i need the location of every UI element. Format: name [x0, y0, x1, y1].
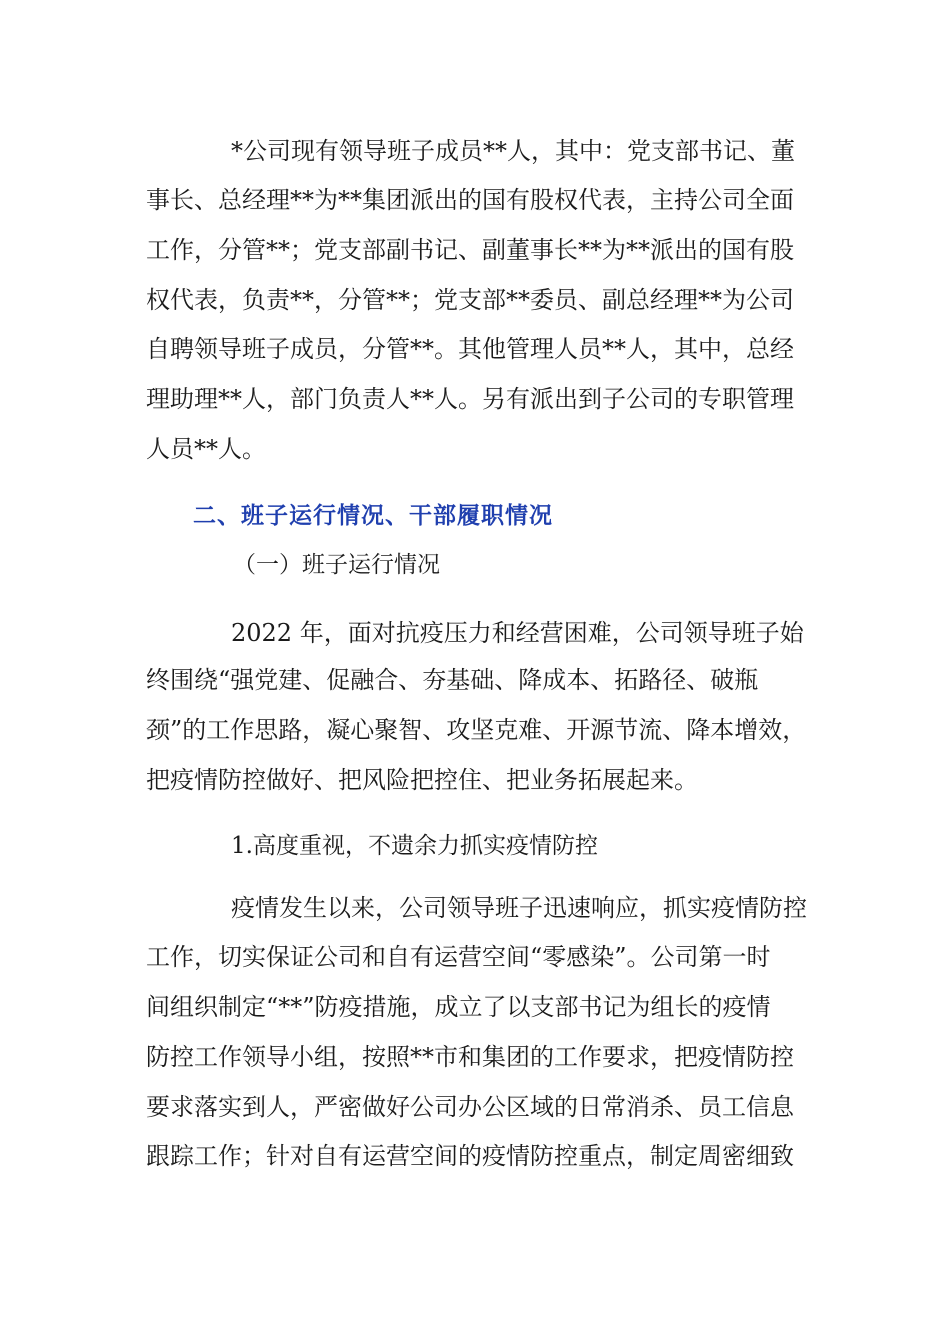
paragraph-1-line-1: *公司现有领导班子成员**人，其中：党支部书记、董 — [231, 137, 795, 165]
paragraph-3-line-6: 跟踪工作；针对自有运营空间的疫情防控重点，制定周密细致 — [146, 1142, 794, 1170]
paragraph-3-line-1: 疫情发生以来，公司领导班子迅速响应，抓实疫情防控 — [231, 894, 807, 922]
paragraph-3-line-4: 防控工作领导小组，按照**市和集团的工作要求，把疫情防控 — [146, 1043, 794, 1071]
paragraph-2-line-3: 颈”的工作思路，凝心聚智、攻坚克难、开源节流、降本增效， — [146, 716, 807, 744]
paragraph-1-line-5: 自聘领导班子成员，分管**。其他管理人员**人，其中，总经 — [146, 335, 794, 363]
item-heading: 1.高度重视，不遗余力抓实疫情防控 — [231, 833, 598, 859]
paragraph-1-line-2: 事长、总经理**为**集团派出的国有股权代表，主持公司全面 — [146, 186, 794, 214]
section-heading: 二、班子运行情况、干部履职情况 — [193, 503, 553, 529]
paragraph-2-line-4: 把疫情防控做好、把风险把控住、把业务拓展起来。 — [146, 766, 698, 794]
paragraph-3-line-2: 工作，切实保证公司和自有运营空间“零感染”。公司第一时 — [146, 943, 771, 971]
paragraph-1-line-4: 权代表，负责**，分管**；党支部**委员、副总经理**为公司 — [146, 286, 794, 314]
paragraph-1-line-6: 理助理**人，部门负责人**人。另有派出到子公司的专职管理 — [146, 385, 794, 413]
paragraph-3-line-3: 间组织制定“**”防疫措施，成立了以支部书记为组长的疫情 — [146, 993, 771, 1021]
subsection-heading: （一）班子运行情况 — [233, 552, 440, 578]
paragraph-3-line-5: 要求落实到人，严密做好公司办公区域的日常消杀、员工信息 — [146, 1093, 794, 1121]
paragraph-1-line-7: 人员**人。 — [146, 435, 266, 463]
paragraph-2-line-1: 2022 年，面对抗疫压力和经营困难，公司领导班子始 — [231, 619, 804, 647]
paragraph-2-line-2: 终围绕“强党建、促融合、夯基础、降成本、拓路径、破瓶 — [146, 666, 759, 694]
paragraph-1-line-3: 工作，分管**；党支部副书记、副董事长**为**派出的国有股 — [146, 236, 794, 264]
